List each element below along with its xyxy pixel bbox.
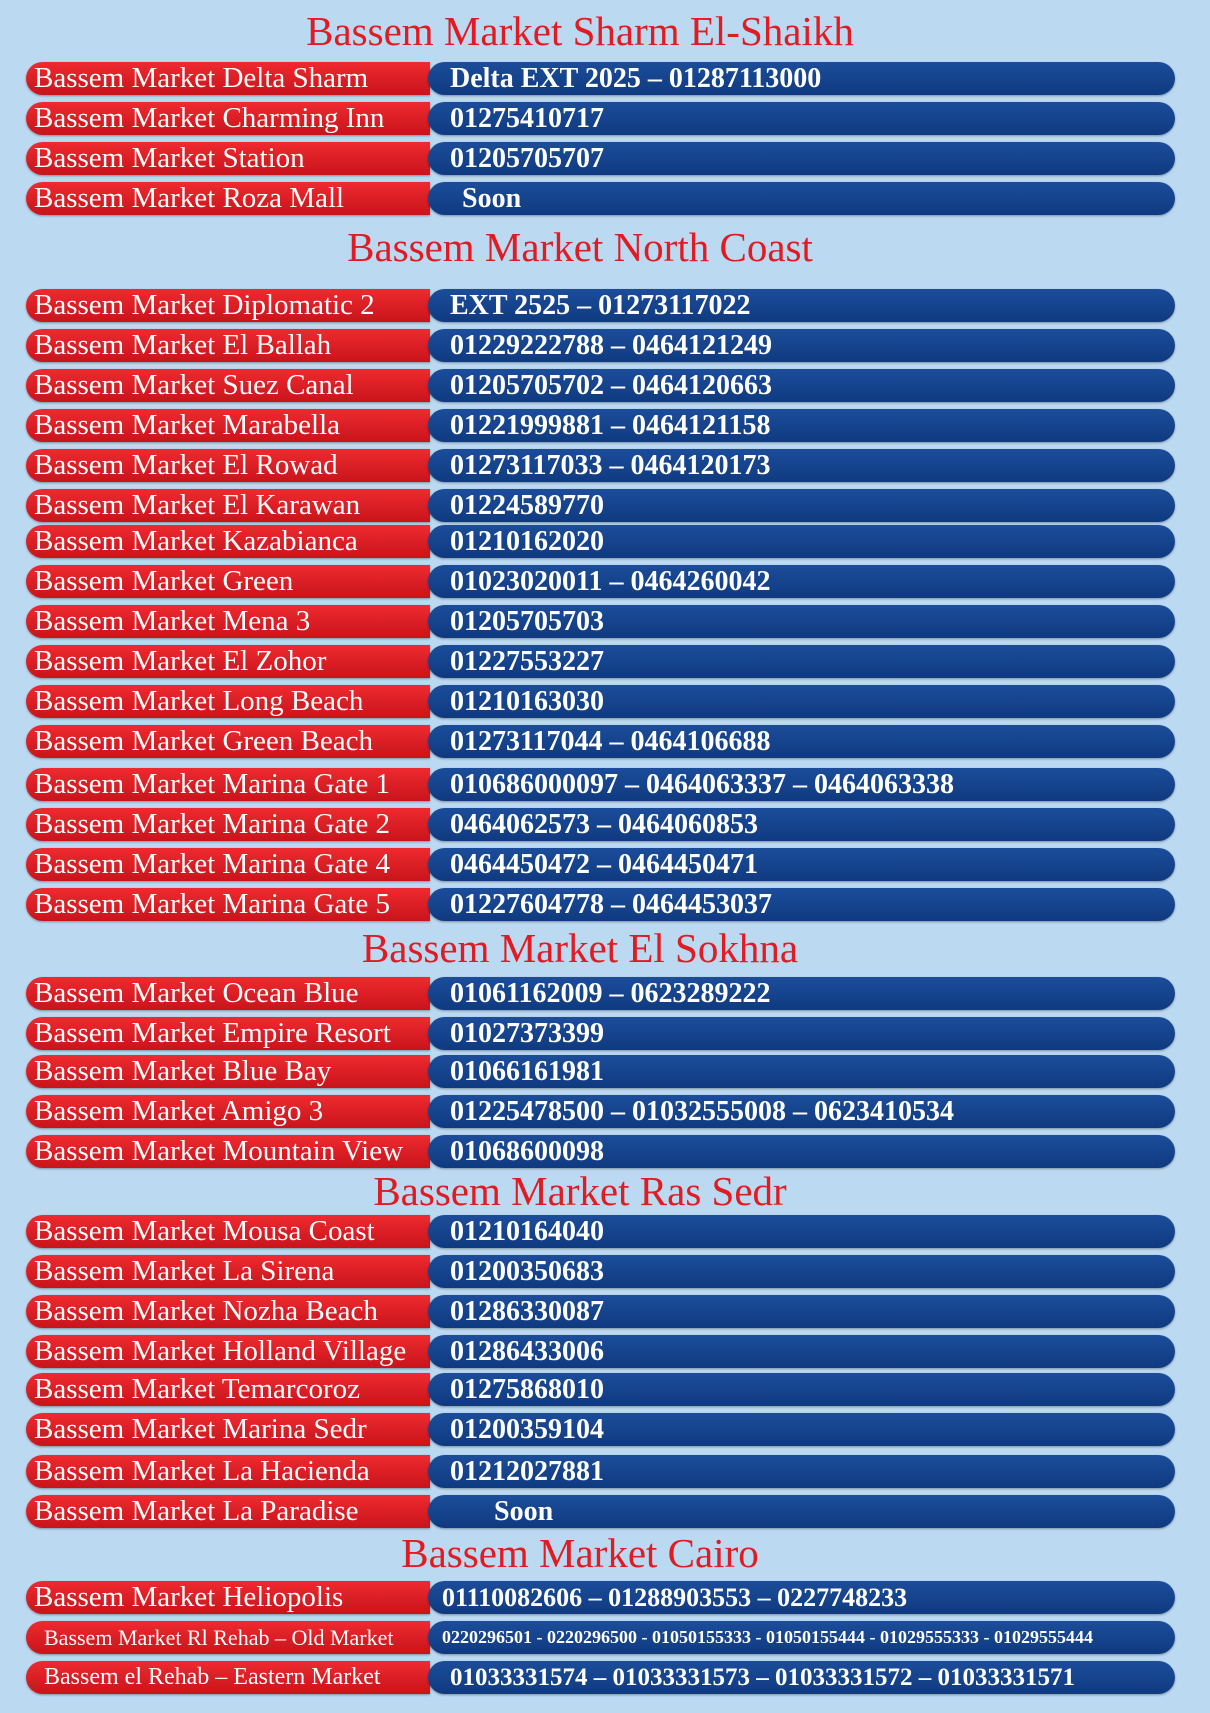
branch-row (26, 977, 1177, 1010)
branch-row (26, 289, 1177, 322)
branch-row (26, 1255, 1177, 1288)
branch-phone: 01066161981 (428, 1055, 1175, 1088)
branch-row (26, 182, 1177, 215)
branch-phone: 01068600098 (428, 1135, 1175, 1168)
branch-row (26, 1455, 1177, 1488)
branch-row (26, 1095, 1177, 1128)
branch-phone: 01221999881 – 0464121158 (428, 409, 1175, 442)
branch-name: Bassem Market Heliopolis (26, 1581, 430, 1614)
branch-phone: 01205705702 – 0464120663 (428, 369, 1175, 402)
branch-row (26, 1413, 1177, 1446)
branch-name: Bassem Market La Hacienda (26, 1455, 430, 1488)
branch-phone: 01210163030 (428, 685, 1175, 718)
branch-name: Bassem Market Station (26, 142, 430, 175)
branch-name: Bassem Market Delta Sharm (26, 62, 430, 95)
branch-name: Bassem Market La Sirena (26, 1255, 430, 1288)
branch-name: Bassem Market Nozha Beach (26, 1295, 430, 1328)
branch-row (26, 725, 1177, 758)
branch-phone: 01210162020 (428, 525, 1175, 558)
branch-name: Bassem Market Mountain View (26, 1135, 430, 1168)
branch-row (26, 1017, 1177, 1050)
branch-phone: 01275868010 (428, 1373, 1175, 1406)
branch-name: Bassem Market La Paradise (26, 1495, 430, 1528)
branch-name: Bassem Market Mena 3 (26, 605, 430, 638)
branch-row (26, 329, 1177, 362)
branch-row (26, 888, 1177, 921)
branch-name: Bassem Market Temarcoroz (26, 1373, 430, 1406)
branch-name: Bassem Market Diplomatic 2 (26, 289, 430, 322)
branch-phone: 01110082606 – 01288903553 – 0227748233 (428, 1581, 1175, 1614)
branch-phone: 01286433006 (428, 1335, 1175, 1368)
branch-name: Bassem Market Marabella (26, 409, 430, 442)
branch-name: Bassem Market El Rowad (26, 449, 430, 482)
branch-row (26, 449, 1177, 482)
branch-name: Bassem Market Roza Mall (26, 182, 430, 215)
branch-name: Bassem Market Marina Gate 2 (26, 808, 430, 841)
section-title-ras-sedr: Bassem Market Ras Sedr (373, 1168, 787, 1214)
branch-phone: Soon (428, 1495, 1175, 1528)
branch-phone: 01023020011 – 0464260042 (428, 565, 1175, 598)
branch-row (26, 1135, 1177, 1168)
branch-row (26, 685, 1177, 718)
branch-phone: 01225478500 – 01032555008 – 0623410534 (428, 1095, 1175, 1128)
branch-row (26, 1661, 1177, 1694)
branch-name: Bassem Market Charming Inn (26, 102, 430, 135)
branch-row (26, 1295, 1177, 1328)
branch-row (26, 768, 1177, 801)
branch-row (26, 1581, 1177, 1614)
branch-phone: Soon (428, 182, 1175, 215)
branch-name: Bassem Market Green (26, 565, 430, 598)
branch-name: Bassem Market Marina Gate 1 (26, 768, 430, 801)
branch-row (26, 489, 1177, 522)
branch-row (26, 808, 1177, 841)
branch-name: Bassem Market Empire Resort (26, 1017, 430, 1050)
branch-name: Bassem Market El Karawan (26, 489, 430, 522)
branch-phone: 01273117033 – 0464120173 (428, 449, 1175, 482)
branch-phone: 01224589770 (428, 489, 1175, 522)
branch-phone: 01286330087 (428, 1295, 1175, 1328)
branch-phone: 01212027881 (428, 1455, 1175, 1488)
branch-phone: 01200350683 (428, 1255, 1175, 1288)
branch-phone: EXT 2525 – 01273117022 (428, 289, 1175, 322)
branch-name: Bassem Market Suez Canal (26, 369, 430, 402)
branch-phone: 01205705707 (428, 142, 1175, 175)
branch-name: Bassem Market Mousa Coast (26, 1215, 430, 1248)
branch-row (26, 645, 1177, 678)
section-title-north-coast: Bassem Market North Coast (347, 224, 813, 270)
branch-phone: 0464450472 – 0464450471 (428, 848, 1175, 881)
branch-row (26, 409, 1177, 442)
branch-row (26, 1335, 1177, 1368)
branch-name: Bassem Market Rl Rehab – Old Market (26, 1621, 430, 1654)
branch-phone: 01210164040 (428, 1215, 1175, 1248)
branch-phone: 0220296501 - 0220296500 - 01050155333 - 01050155444 - 01029555333 - 01029555444 (428, 1621, 1175, 1654)
branch-row (26, 525, 1177, 558)
branch-name: Bassem Market Long Beach (26, 685, 430, 718)
branch-name: Bassem Market Amigo 3 (26, 1095, 430, 1128)
branch-row (26, 1215, 1177, 1248)
branch-row (26, 1495, 1177, 1528)
branch-name: Bassem Market Kazabianca (26, 525, 430, 558)
branch-phone: 01027373399 (428, 1017, 1175, 1050)
branch-phone: Delta EXT 2025 – 01287113000 (428, 62, 1175, 95)
branch-name: Bassem Market Holland Village (26, 1335, 430, 1368)
branch-name: Bassem Market El Zohor (26, 645, 430, 678)
branch-name: Bassem Market Marina Gate 4 (26, 848, 430, 881)
branch-name: Bassem Market Marina Sedr (26, 1413, 430, 1446)
branch-row (26, 142, 1177, 175)
branch-row (26, 848, 1177, 881)
section-title-sharm: Bassem Market Sharm El-Shaikh (306, 8, 854, 54)
branch-row (26, 369, 1177, 402)
branch-name: Bassem el Rehab – Eastern Market (26, 1661, 430, 1694)
branch-name: Bassem Market Blue Bay (26, 1055, 430, 1088)
branch-phone: 01273117044 – 0464106688 (428, 725, 1175, 758)
branch-phone: 01033331574 – 01033331573 – 01033331572 – 01033331571 (428, 1661, 1175, 1694)
branch-row (26, 565, 1177, 598)
branch-name: Bassem Market Green Beach (26, 725, 430, 758)
branch-row (26, 1621, 1177, 1654)
branch-phone: 01227553227 (428, 645, 1175, 678)
branch-row (26, 102, 1177, 135)
branch-row (26, 1055, 1177, 1088)
branch-name: Bassem Market El Ballah (26, 329, 430, 362)
branch-phone: 0464062573 – 0464060853 (428, 808, 1175, 841)
branch-name: Bassem Market Ocean Blue (26, 977, 430, 1010)
branch-phone: 01275410717 (428, 102, 1175, 135)
branch-row (26, 62, 1177, 95)
branch-name: Bassem Market Marina Gate 5 (26, 888, 430, 921)
branch-phone: 01205705703 (428, 605, 1175, 638)
branch-phone: 01061162009 – 0623289222 (428, 977, 1175, 1010)
section-title-cairo: Bassem Market Cairo (401, 1530, 759, 1576)
section-title-el-sokhna: Bassem Market El Sokhna (361, 925, 799, 971)
branch-row (26, 1373, 1177, 1406)
branch-phone: 01200359104 (428, 1413, 1175, 1446)
branch-phone: 010686000097 – 0464063337 – 0464063338 (428, 768, 1175, 801)
branch-row (26, 605, 1177, 638)
branch-phone: 01227604778 – 0464453037 (428, 888, 1175, 921)
branch-phone: 01229222788 – 0464121249 (428, 329, 1175, 362)
